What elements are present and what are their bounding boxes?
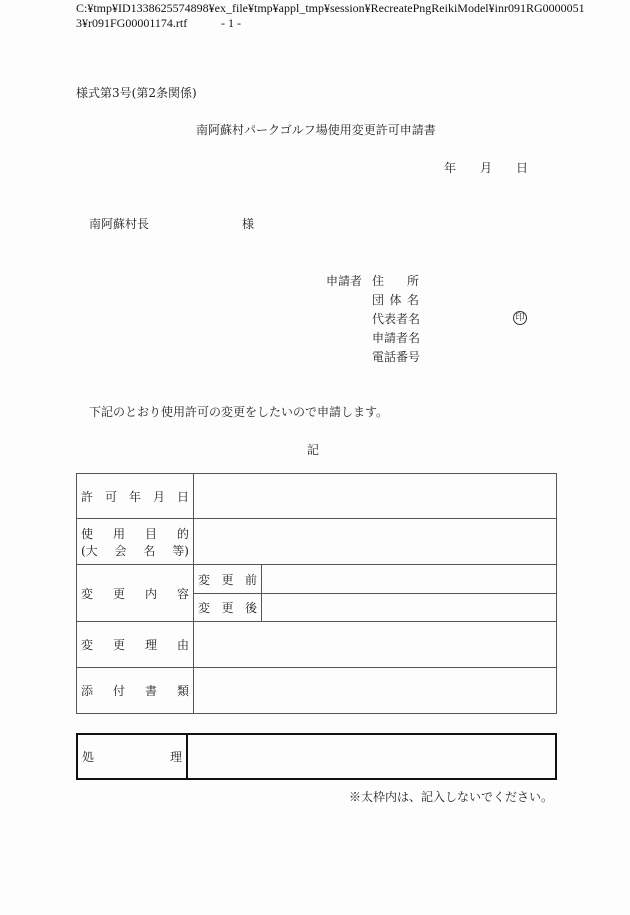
before-change-input[interactable] — [262, 565, 557, 594]
label-change-reason: 変 更 理 由 — [77, 622, 194, 668]
table-row — [77, 474, 557, 519]
purpose-input[interactable] — [194, 519, 557, 565]
honorific: 様 — [242, 217, 255, 231]
field-phone: 電話番号 — [372, 350, 421, 364]
seal-icon: 印 — [513, 311, 527, 325]
table-row — [77, 519, 557, 565]
ki-heading: 記 — [307, 443, 320, 457]
field-applicant-name: 申請者名 — [372, 331, 421, 345]
field-organization: 団 体 名 — [372, 293, 419, 307]
date-day: 日 — [516, 161, 529, 175]
table-row — [77, 668, 557, 714]
label-change-content: 変 更 内 容 — [77, 565, 194, 622]
processing-field — [187, 734, 556, 779]
date-year: 年 — [444, 161, 457, 175]
table-row — [77, 565, 557, 594]
form-title: 南阿蘇村パークゴルフ場使用変更許可申請書 — [196, 123, 436, 137]
label-after-change: 変 更 後 — [194, 594, 262, 622]
form-number: 様式第3号(第2条関係) — [76, 86, 197, 100]
file-path-line1: C:¥tmp¥ID1338625574898¥ex_file¥tmp¥appl_tmp¥session¥RecreatePngReikiModel¥inr091RG0000051 — [76, 1, 585, 15]
label-processing: 処 理 — [77, 734, 187, 779]
label-permit-date: 許 可 年 月 日 — [77, 474, 194, 519]
label-purpose: 使 用 目 的 (大 会 名 等) — [77, 519, 194, 565]
field-representative: 代表者名 — [372, 312, 421, 326]
attachments-input[interactable] — [194, 668, 557, 714]
applicant-label: 申請者 — [326, 274, 363, 288]
statement: 下記のとおり使用許可の変更をしたいので申請します。 — [89, 405, 389, 419]
processing-box — [76, 733, 557, 780]
file-path-line2: 3¥r091FG00001174.rtf — [76, 16, 188, 30]
field-address: 住 所 — [372, 274, 419, 288]
label-before-change: 変 更 前 — [194, 565, 262, 594]
application-table — [76, 473, 557, 714]
after-change-input[interactable] — [262, 594, 557, 622]
label-attachments: 添 付 書 類 — [77, 668, 194, 714]
page-number: - 1 - — [221, 16, 241, 30]
change-reason-input[interactable] — [194, 622, 557, 668]
date-month: 月 — [480, 161, 493, 175]
note: ※太枠内は、記入しないでください。 — [349, 790, 554, 804]
permit-date-input[interactable] — [194, 474, 557, 519]
table-row — [77, 622, 557, 668]
addressee: 南阿蘇村長 — [89, 217, 150, 231]
